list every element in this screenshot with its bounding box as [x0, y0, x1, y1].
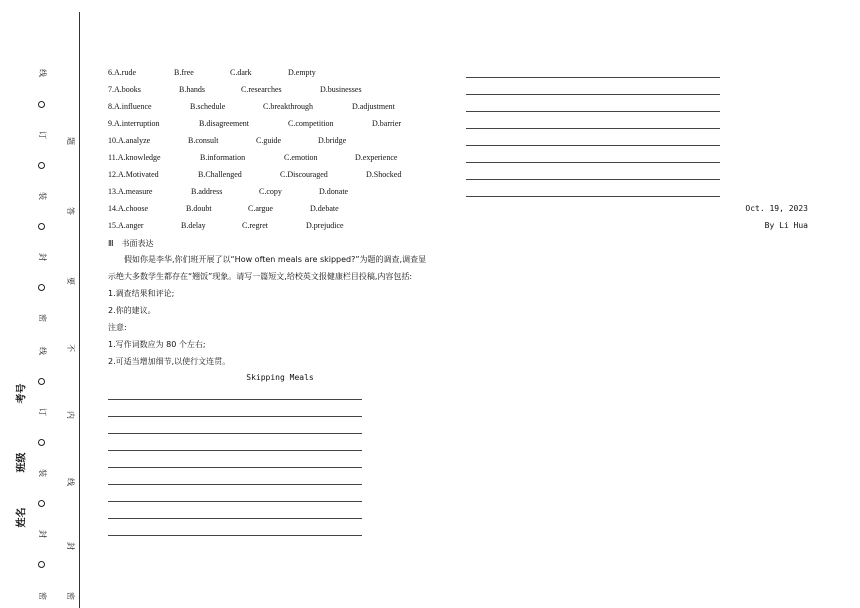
option-b: B.consult	[188, 136, 219, 145]
option-c: C.researches	[241, 85, 282, 94]
margin-char: 密	[38, 314, 47, 322]
margin-circle	[38, 162, 45, 169]
writing-line[interactable]	[466, 196, 720, 197]
option-c: C.dark	[230, 68, 252, 77]
option-a: A.choose	[118, 204, 148, 213]
question-number: 15.	[108, 221, 118, 230]
option-a: A.books	[114, 85, 141, 94]
margin-circle	[38, 223, 45, 230]
option-c: C.guide	[256, 136, 282, 145]
option-b: B.information	[200, 153, 246, 162]
note-label: 注意:	[108, 323, 127, 332]
option-a: A.measure	[118, 187, 153, 196]
option-d: D.donate	[319, 187, 349, 196]
option-a: A.analyze	[118, 136, 151, 145]
margin-char: 内	[66, 411, 75, 419]
option-d: D.empty	[288, 68, 316, 77]
question-number: 12.	[108, 170, 118, 179]
margin-char: 装	[38, 469, 47, 477]
note-item: 1.写作词数应为 80 个左右;	[108, 340, 206, 349]
option-d: D.prejudice	[306, 221, 344, 230]
margin-char: 线	[38, 69, 47, 77]
letter-signature: By Li Hua	[764, 221, 808, 230]
margin-circle	[38, 500, 45, 507]
question-number: 11.	[108, 153, 118, 162]
option-b: B.disagreement	[199, 119, 249, 128]
option-b: B.delay	[181, 221, 206, 230]
option-c: C.emotion	[284, 153, 318, 162]
option-b: B.hands	[179, 85, 205, 94]
content-point: 1.调查结果和评论;	[108, 289, 175, 298]
option-c: C.competition	[288, 119, 334, 128]
note-item: 2.可适当增加细节,以使行文连贯。	[108, 357, 231, 366]
margin-circle	[38, 101, 45, 108]
margin-char: 密	[38, 592, 47, 600]
question-number: 14.	[108, 204, 118, 213]
writing-line[interactable]	[108, 484, 362, 485]
option-a: A.influence	[114, 102, 152, 111]
prompt-line: 假如你是李华,你们班开展了以“How often meals are skipped?”为题的调查,调查显	[124, 255, 427, 264]
option-d: D.experience	[355, 153, 398, 162]
option-a: A.anger	[118, 221, 144, 230]
writing-line[interactable]	[108, 399, 362, 400]
writing-line[interactable]	[108, 416, 362, 417]
margin-char: 线	[38, 347, 47, 355]
margin-char: 订	[38, 131, 47, 139]
writing-line[interactable]	[466, 77, 720, 78]
margin-char: 密	[66, 592, 75, 600]
option-c: C.copy	[259, 187, 282, 196]
option-d: D.businesses	[320, 85, 362, 94]
margin-char: 题	[66, 137, 75, 145]
option-b: B.schedule	[190, 102, 226, 111]
section-title: 书面表达	[121, 239, 154, 248]
writing-line[interactable]	[466, 94, 720, 95]
margin-char: 不	[66, 344, 75, 352]
question-number: 8.	[108, 102, 114, 111]
writing-line[interactable]	[108, 450, 362, 451]
option-a: A.knowledge	[117, 153, 161, 162]
option-c: C.argue	[248, 204, 273, 213]
letter-date: Oct. 19, 2023	[745, 204, 808, 213]
margin-char: 订	[38, 408, 47, 416]
prompt-line: 示绝大多数学生都存在“翘饭”现象。请写一篇短文,给校英文报健康栏目投稿,内容包括:	[108, 272, 413, 281]
margin-char: 封	[38, 253, 47, 261]
question-number: 9.	[108, 119, 114, 128]
margin-char: 答	[66, 207, 75, 215]
writing-line[interactable]	[466, 162, 720, 163]
writing-line[interactable]	[108, 518, 362, 519]
option-b: B.doubt	[186, 204, 212, 213]
writing-line[interactable]	[466, 128, 720, 129]
writing-line[interactable]	[466, 111, 720, 112]
question-number: 6.	[108, 68, 114, 77]
option-a: A.Motivated	[118, 170, 159, 179]
option-d: D.adjustment	[352, 102, 395, 111]
option-a: A.rude	[114, 68, 136, 77]
option-b: B.address	[191, 187, 223, 196]
option-b: B.Challenged	[198, 170, 242, 179]
option-b: B.free	[174, 68, 194, 77]
option-c: C.Discouraged	[280, 170, 328, 179]
margin-circle	[38, 378, 45, 385]
question-number: 13.	[108, 187, 118, 196]
name-label: 姓名	[16, 507, 28, 528]
binding-margin-rule	[79, 12, 80, 608]
exam-number-label: 考号	[16, 383, 28, 404]
option-c: C.regret	[242, 221, 268, 230]
writing-line[interactable]	[466, 179, 720, 180]
option-d: D.debate	[310, 204, 339, 213]
option-c: C.breakthrough	[263, 102, 313, 111]
margin-char: 封	[66, 542, 75, 550]
margin-char: 装	[38, 192, 47, 200]
option-d: D.barrier	[372, 119, 402, 128]
margin-char: 要	[66, 277, 75, 285]
question-number: 7.	[108, 85, 114, 94]
option-d: D.Shocked	[366, 170, 402, 179]
section-heading	[108, 238, 154, 249]
margin-char: 线	[66, 478, 75, 486]
margin-circle	[38, 439, 45, 446]
essay-title: Skipping Meals	[246, 373, 314, 382]
writing-line[interactable]	[108, 467, 362, 468]
writing-line[interactable]	[108, 433, 362, 434]
margin-circle	[38, 284, 45, 291]
class-label: 班级	[16, 452, 28, 473]
writing-line[interactable]	[108, 535, 362, 536]
question-number: 10.	[108, 136, 118, 145]
margin-char: 封	[38, 530, 47, 538]
writing-line[interactable]	[108, 501, 362, 502]
option-d: D.bridge	[318, 136, 347, 145]
content-point: 2.你的建议。	[108, 306, 156, 315]
writing-line[interactable]	[466, 145, 720, 146]
section-number: Ⅲ	[108, 239, 114, 248]
option-a: A.interruption	[114, 119, 160, 128]
margin-circle	[38, 561, 45, 568]
